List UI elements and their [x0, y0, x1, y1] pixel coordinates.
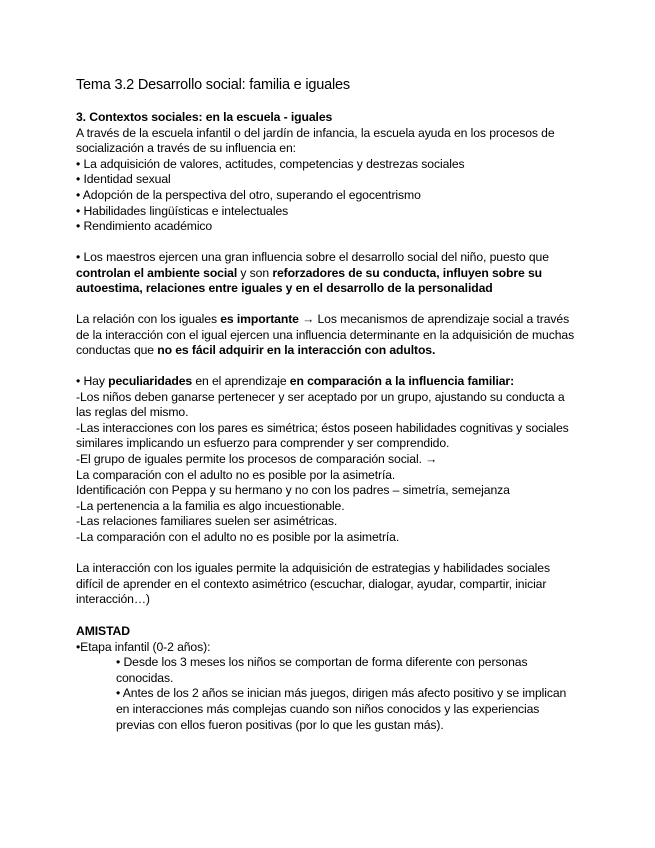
paragraph	[76, 374, 576, 390]
section-heading: AMISTAD	[76, 624, 130, 638]
section-heading: 3. Contextos sociales: en la escuela - iguales	[76, 110, 333, 124]
bold-text: es importante	[220, 312, 299, 326]
list-item: -El grupo de iguales permite los procesos de comparación social. →	[76, 451, 438, 466]
list-item: -Las interacciones con los pares es simétrica; éstos poseen habilidades cognitivas y sociales similares implicando un esfuerzo para comprender y ser comprendido.	[76, 420, 569, 451]
list-item: Identificación con Peppa y su hermano y no con los padres – simetría, semejanza	[76, 483, 510, 498]
list-item: -Las relaciones familiares suelen ser asimétricas.	[76, 514, 338, 529]
list-item: La comparación con el adulto no es posible por la asimetría.	[76, 467, 396, 482]
list-item: • Adopción de la perspectiva del otro, superando el egocentrismo	[76, 187, 421, 202]
bold-text: en comparación a la influencia familiar:	[289, 374, 515, 388]
text-run: y son	[237, 265, 273, 280]
section-intro: A través de la escuela infantil o del jardín de infancia, la escuela ayuda en los procesos de socialización a través de su influencia en:	[76, 125, 555, 156]
text-run: → Los mecanismos de aprendizaje social a través de la interacción con el igual ejercen una influencia determinante en la adquisición de muchas conductas que	[76, 312, 575, 358]
friendship-section	[76, 624, 576, 733]
bold-text: reforzadores de su conducta, influyen sobre su autoestima, relaciones entre iguales y en el desarrollo de la personalidad	[76, 265, 542, 296]
page-title: Tema 3.2 Desarrollo social: familia e iguales	[76, 77, 350, 93]
peculiarities-section	[76, 374, 576, 546]
list-item: • Identidad sexual	[76, 172, 171, 187]
text-run: La relación con los iguales	[76, 312, 221, 326]
bold-text: controlan el ambiente social	[76, 265, 238, 280]
list-item: -La pertenencia a la familia es algo incuestionable.	[76, 498, 345, 513]
paragraph	[76, 250, 576, 297]
list-item: • Rendimiento académico	[76, 219, 213, 234]
stage-label: •Etapa infantil (0-2 años):	[76, 639, 211, 654]
peers-relation-paragraph	[76, 312, 576, 359]
bold-text: peculiaridades	[108, 374, 193, 388]
section-school-peers	[76, 110, 576, 235]
paragraph: La interacción con los iguales permite la adquisición de estrategias y habilidades sociales difícil de aprender en el contexto asimétrico (escuchar, dialogar, ayudar, compartir, iniciar interacción…)	[76, 561, 550, 607]
list-item: • La adquisición de valores, actitudes, competencias y destrezas sociales	[76, 156, 465, 171]
interaction-paragraph	[76, 561, 576, 608]
text-run: • Hay	[76, 374, 109, 388]
list-item: • Desde los 3 meses los niños se comportan de forma diferente con personas conocidas.	[116, 655, 528, 685]
list-item: -Los niños deben ganarse pertenecer y ser aceptado por un grupo, ajustando su conducta a las reglas del mismo.	[76, 389, 565, 420]
list-item: • Habilidades lingüísticas e intelectuales	[76, 203, 289, 218]
text-run: en el aprendizaje	[192, 374, 290, 388]
text-run: • Los maestros ejercen una gran influencia sobre el desarrollo social del niño, puesto que	[76, 250, 549, 264]
list-item: • Antes de los 2 años se inician más juegos, dirigen más afecto positivo y se implican en interacciones más complejas cuando son niños conocidos y las experiencias previas con ellos fueron positivas (por lo que les gustan más).	[116, 686, 567, 732]
teachers-paragraph	[76, 250, 576, 297]
paragraph	[76, 312, 576, 359]
bold-text: no es fácil adquirir en la interacción con adultos.	[157, 343, 436, 358]
list-item: -La comparación con el adulto no es posible por la asimetría.	[76, 529, 400, 544]
